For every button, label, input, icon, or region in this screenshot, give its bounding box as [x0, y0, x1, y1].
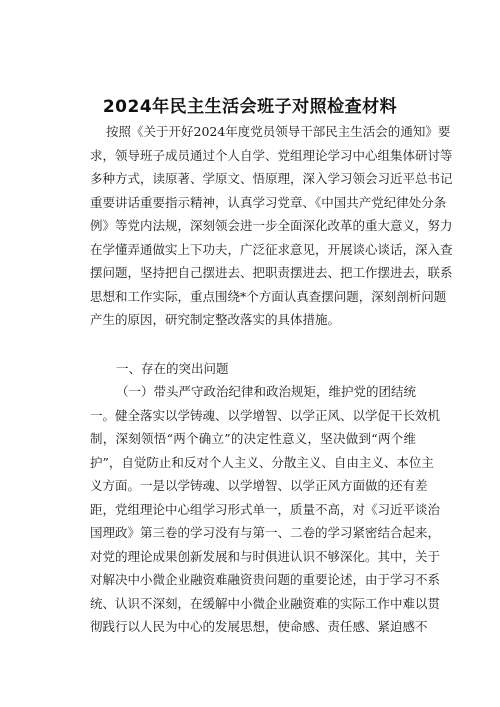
- text-line: 对党的理论成果创新发展和与时俱进认识不够深化。其中，关于: [90, 548, 441, 564]
- text-line: 护”，自觉防止和反对个人主义、分散主义、自由主义、本位主: [90, 454, 434, 470]
- text-line: 彻践行以人民为中心的发展思想，使命感、责任感、紧迫感不: [90, 619, 428, 634]
- section-heading-block: [90, 357, 416, 381]
- text-line: 求，领导班子成员通过个人自学、党组理论学习中心组集体研讨等: [90, 147, 453, 163]
- text-line: 在学懂弄通做实上下功夫，广泛征求意见，开展谈心谈话，深入查: [90, 241, 453, 257]
- text-line: 产生的原因，研究制定整改落实的具体措施。: [90, 312, 341, 327]
- text-line: 例》等党内法规，深刻领会进一步全面深化改革的重大意义，努力: [90, 218, 453, 233]
- text-line: 摆问题，坚持把自己摆进去、把职责摆进去、把工作摆进去，联系: [90, 265, 453, 280]
- text-line: 国理政》第三卷的学习没有与第一、二卷的学习紧密结合起来，: [90, 525, 441, 540]
- paragraph-intro: [90, 120, 453, 332]
- text-line: 制，深刻领悟“两个确立”的决定性意义，坚决做到“两个维: [90, 431, 416, 446]
- text-line: （一）带头严守政治纪律和政治规矩，维护党的团结统: [116, 384, 417, 399]
- text-line: 义方面。一是以学铸魂、以学增智、以学正风方面做的还有差: [90, 478, 428, 493]
- paragraph-problems: [90, 380, 441, 639]
- document-title: 2024年民主生活会班子对照检查材料: [102, 97, 398, 117]
- text-line: 对解决中小微企业融资难融资贵问题的重要论述，由于学习不系: [90, 572, 441, 587]
- text-line: 距，党组理论中心组学习形式单一，质量不高，对《习近平谈治: [90, 501, 441, 517]
- text-line: 重要讲话重要指示精神，认真学习党章、《中国共产党纪律处分条: [90, 194, 447, 210]
- section-heading: 一、存在的突出问题: [116, 361, 229, 376]
- text-line: 一。健全落实以学铸魂、以学增智、以学正风、以学促干长效机: [90, 407, 441, 423]
- text-line: 思想和工作实际，重点围绕*个方面认真查摆问题，深刻剖析问题: [90, 288, 447, 304]
- text-line: 按照《关于开好2024年度党员领导干部民主生活会的通知》要: [106, 124, 451, 139]
- text-line: 多种方式，读原著、学原文、悟原理，深入学习领会习近平总书记: [90, 171, 453, 186]
- text-line: 统、认识不深刻，在缓解中小微企业融资难的实际工作中难以贯: [90, 595, 441, 611]
